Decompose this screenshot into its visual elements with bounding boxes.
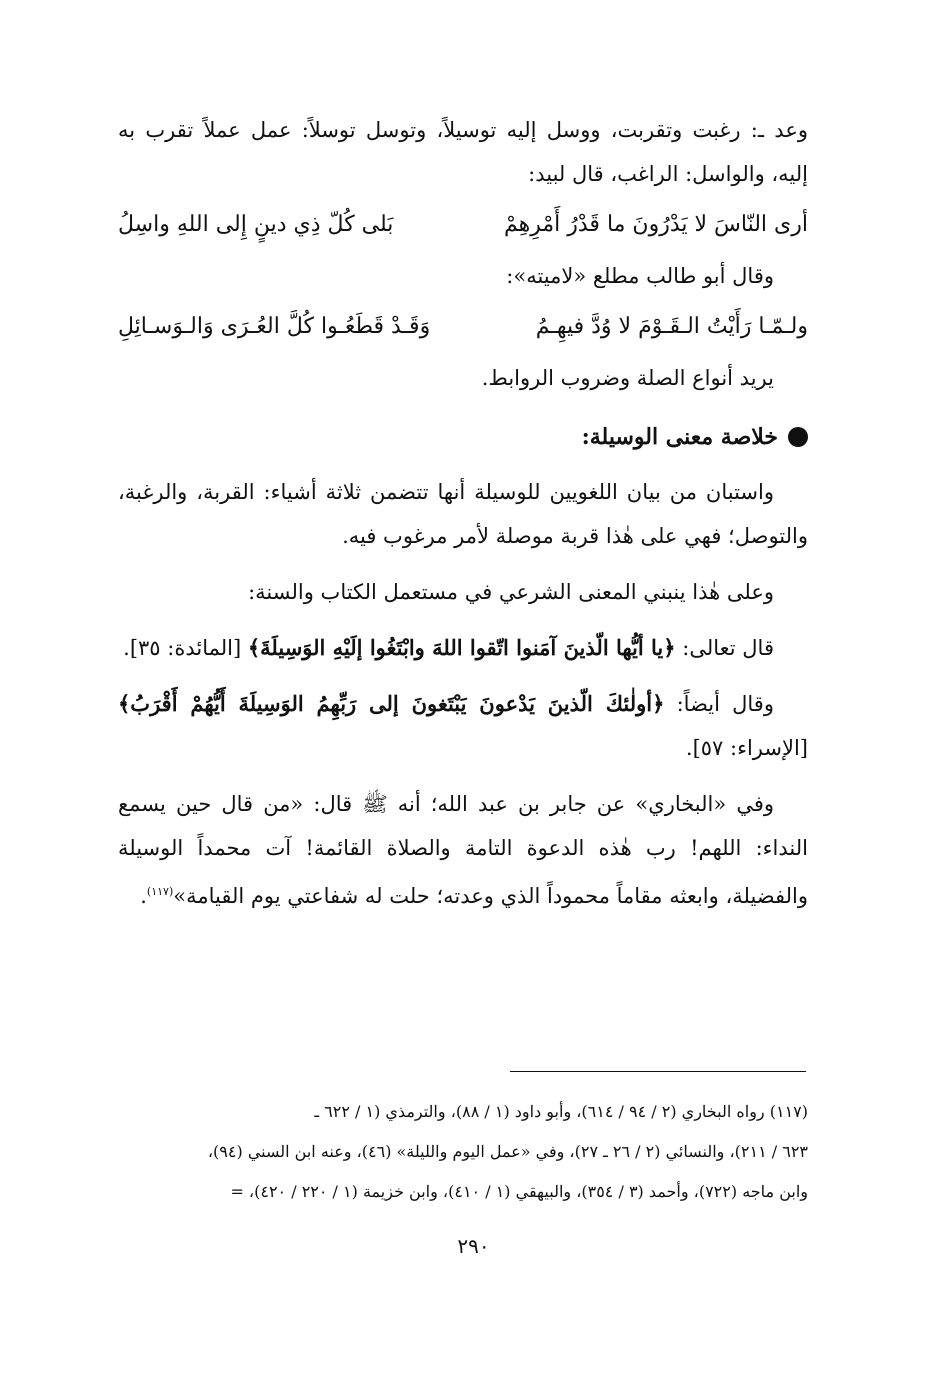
- quran-reference: [المائدة: ٣٥].: [123, 636, 248, 660]
- verse-first-hemistich: أرى النّاسَ لا يَدْرُونَ ما قَدْرُ أَمْرِهِمْ: [503, 212, 808, 237]
- paragraph-sharia-meaning: وعلى هٰذا ينبني المعنى الشرعي في مستعمل الكتاب والسنة:: [248, 580, 774, 604]
- verse-first-hemistich: ولـمّـا رَأَيْتُ الـقَـوْمَ لا وُدَّ فيهِـمُ: [535, 314, 808, 339]
- quran-verse-text: ﴿يا أيُّها الّذينَ آمَنوا اتّقوا اللهَ وابْتَغُوا إلَيْهِ الوَسِيلَةَ﴾: [247, 635, 676, 660]
- section-heading-text: خلاصة معنى الوسيلة:: [581, 424, 778, 450]
- paragraph-hadith: [118, 782, 808, 918]
- paragraph-summary: واستبان من بيان اللغويين للوسيلة أنها تتضمن ثلاثة أشياء: القربة، والرغبة، والتوصل؛ فهي على هٰذا قربة موصلة لأمر مرغوب فيه.: [118, 480, 808, 548]
- paragraph-quran-maidah: [118, 626, 808, 670]
- footnote-line: وابن ماجه (٧٢٢)، وأحمد (٣ / ٣٥٤)، والبيهقي (١ / ٤١٠)، وابن خزيمة (١ / ٢٢٠ / ٤٢٠)، =: [230, 1182, 808, 1201]
- hadith-end: .: [140, 884, 147, 908]
- poetry-verse-abu-talib: [118, 304, 808, 350]
- footnotes: [118, 1092, 808, 1212]
- footnote-line: (١١٧) رواه البخاري (٢ / ٩٤ / ٦١٤)، وأبو داود (١ / ٨٨)، والترمذي (١ / ٦٢٢ ـ: [314, 1102, 808, 1121]
- section-heading: [118, 414, 808, 460]
- page-body: [118, 108, 808, 918]
- quran-intro: وقال أيضاً:: [664, 692, 774, 716]
- poetry-verse-labid: [118, 202, 808, 248]
- quran-reference: [الإسراء: ٥٧].: [685, 736, 808, 760]
- page-number: ٢٩٠: [457, 1234, 490, 1258]
- paragraph-lexical-definition: وعد ـ: رغبت وتقربت، ووسل إليه توسيلاً، وتوسل توسلاً: عمل عملاً تقرب به إليه، والواسل: الراغب، قال لبيد:: [118, 118, 808, 186]
- quran-intro: قال تعالى:: [675, 636, 774, 660]
- footnote-marker: (١١٧): [146, 885, 174, 898]
- verse-second-hemistich: وَقَـدْ قَطَعُـوا كُلَّ العُـرَى وَالـوَسـائِلِ: [118, 314, 431, 339]
- paragraph-quran-isra: [118, 682, 808, 770]
- paragraph-meaning: يريد أنواع الصلة وضروب الروابط.: [481, 366, 774, 390]
- hadith-text: وفي «البخاري» عن جابر بن عبد الله؛ أنه ﷺ قال: «من قال حين يسمع النداء: اللهم! رب هٰذه الدعوة التامة والصلاة القائمة! آت محمداً الوسيلة والفضيلة، وابعثه مقاماً محموداً الذي وعدته؛ حلت له شفاعتي يوم القيامة»: [118, 792, 808, 908]
- paragraph-abu-talib-intro: وقال أبو طالب مطلع «لاميته»:: [506, 264, 774, 288]
- verse-second-hemistich: بَلى كُلّ ذِي دينٍ إِلى اللهِ واسِلُ: [118, 212, 394, 237]
- bullet-icon: [788, 427, 808, 447]
- footnote-line: ٦٢٣ / ٢١١)، والنسائي (٢ / ٢٦ ـ ٢٧)، وفي «عمل اليوم والليلة» (٤٦)، وعنه ابن السني (٩٤)،: [207, 1142, 808, 1161]
- quran-verse-text: ﴿أولٰئكَ الّذينَ يَدْعونَ يَبْتَغونَ إلى رَبِّهِمُ الوَسِيلَةَ أَيُّهُمْ أَقْرَبُ﴾: [118, 691, 665, 716]
- footnote-divider: [510, 1071, 806, 1072]
